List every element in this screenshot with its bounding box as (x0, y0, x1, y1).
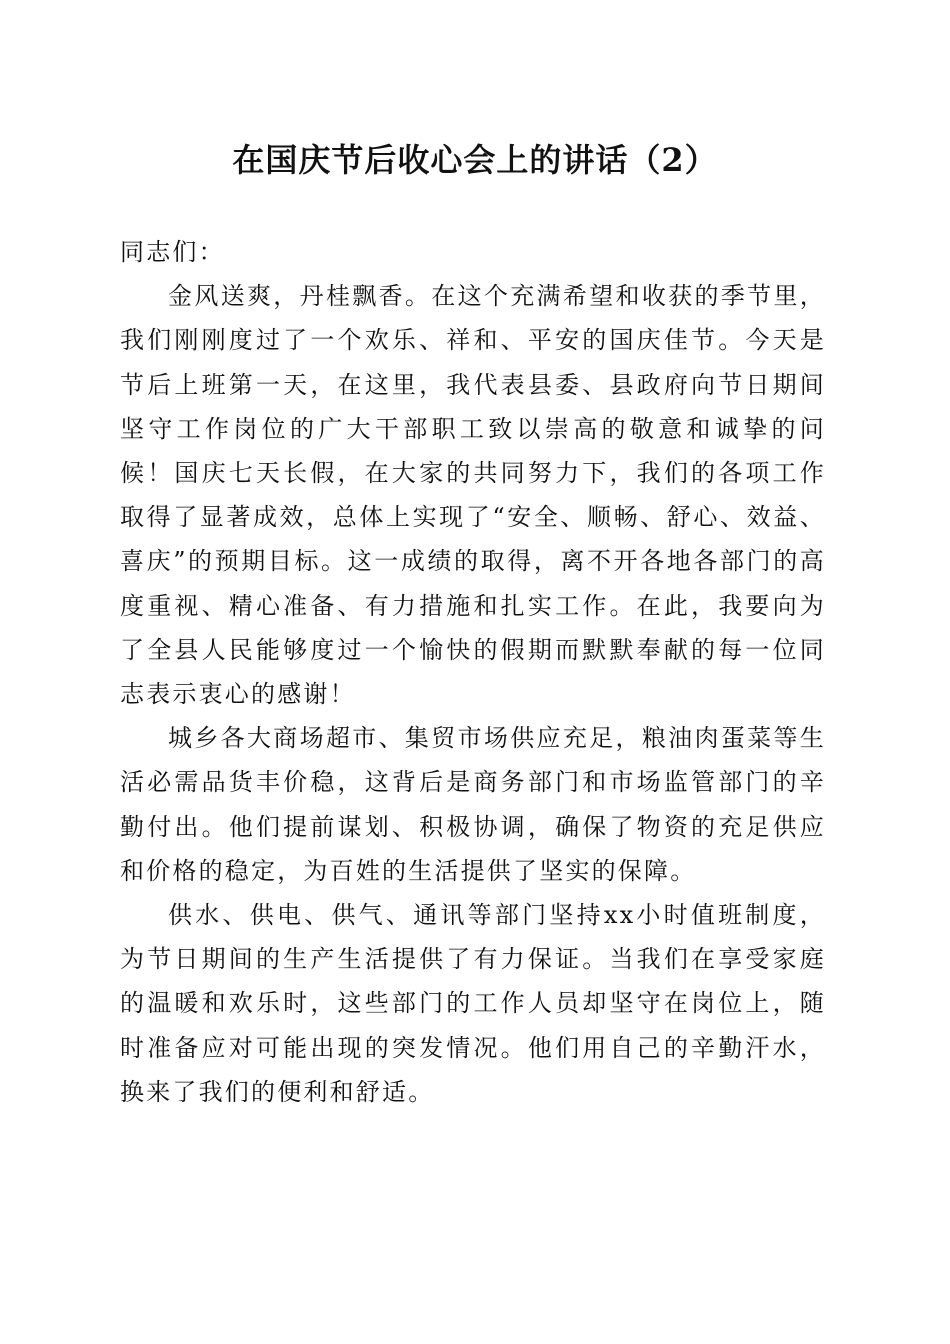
document-body (120, 230, 826, 1114)
document-title: 在国庆节后收心会上的讲话（2） (232, 141, 718, 179)
paragraph-2: 城乡各大商场超市、集贸市场供应充足，粮油肉蛋菜等生活必需品货丰价稳，这背后是商务部门和市场监管部门的辛勤付出。他们提前谋划、积极协调，确保了物资的充足供应和价格的稳定，为百姓的生活提供了坚实的保障。 (120, 724, 826, 885)
paragraph-3: 供水、供电、供气、通讯等部门坚持xx小时值班制度，为节日期间的生产生活提供了有力保证。当我们在享受家庭的温暖和欢乐时，这些部门的工作人员却坚守在岗位上，随时准备应对可能出现的突发情况。他们用自己的辛勤汗水，换来了我们的便利和舒适。 (120, 901, 826, 1106)
salutation: 同志们： (120, 238, 225, 266)
paragraph-1: 金风送爽，丹桂飘香。在这个充满希望和收获的季节里，我们刚刚度过了一个欢乐、祥和、平安的国庆佳节。今天是节后上班第一天，在这里，我代表县委、县政府向节日期间坚守工作岗位的广大干部职工致以崇高的敬意和诚挚的问候！国庆七天长假，在大家的共同努力下，我们的各项工作取得了显著成效，总体上实现了“安全、顺畅、舒心、效益、喜庆”的预期目标。这一成绩的取得，离不开各地各部门的高度重视、精心准备、有力措施和扎实工作。在此，我要向为了全县人民能够度过一个愉快的假期而默默奉献的每一位同志表示衷心的感谢！ (120, 282, 826, 709)
